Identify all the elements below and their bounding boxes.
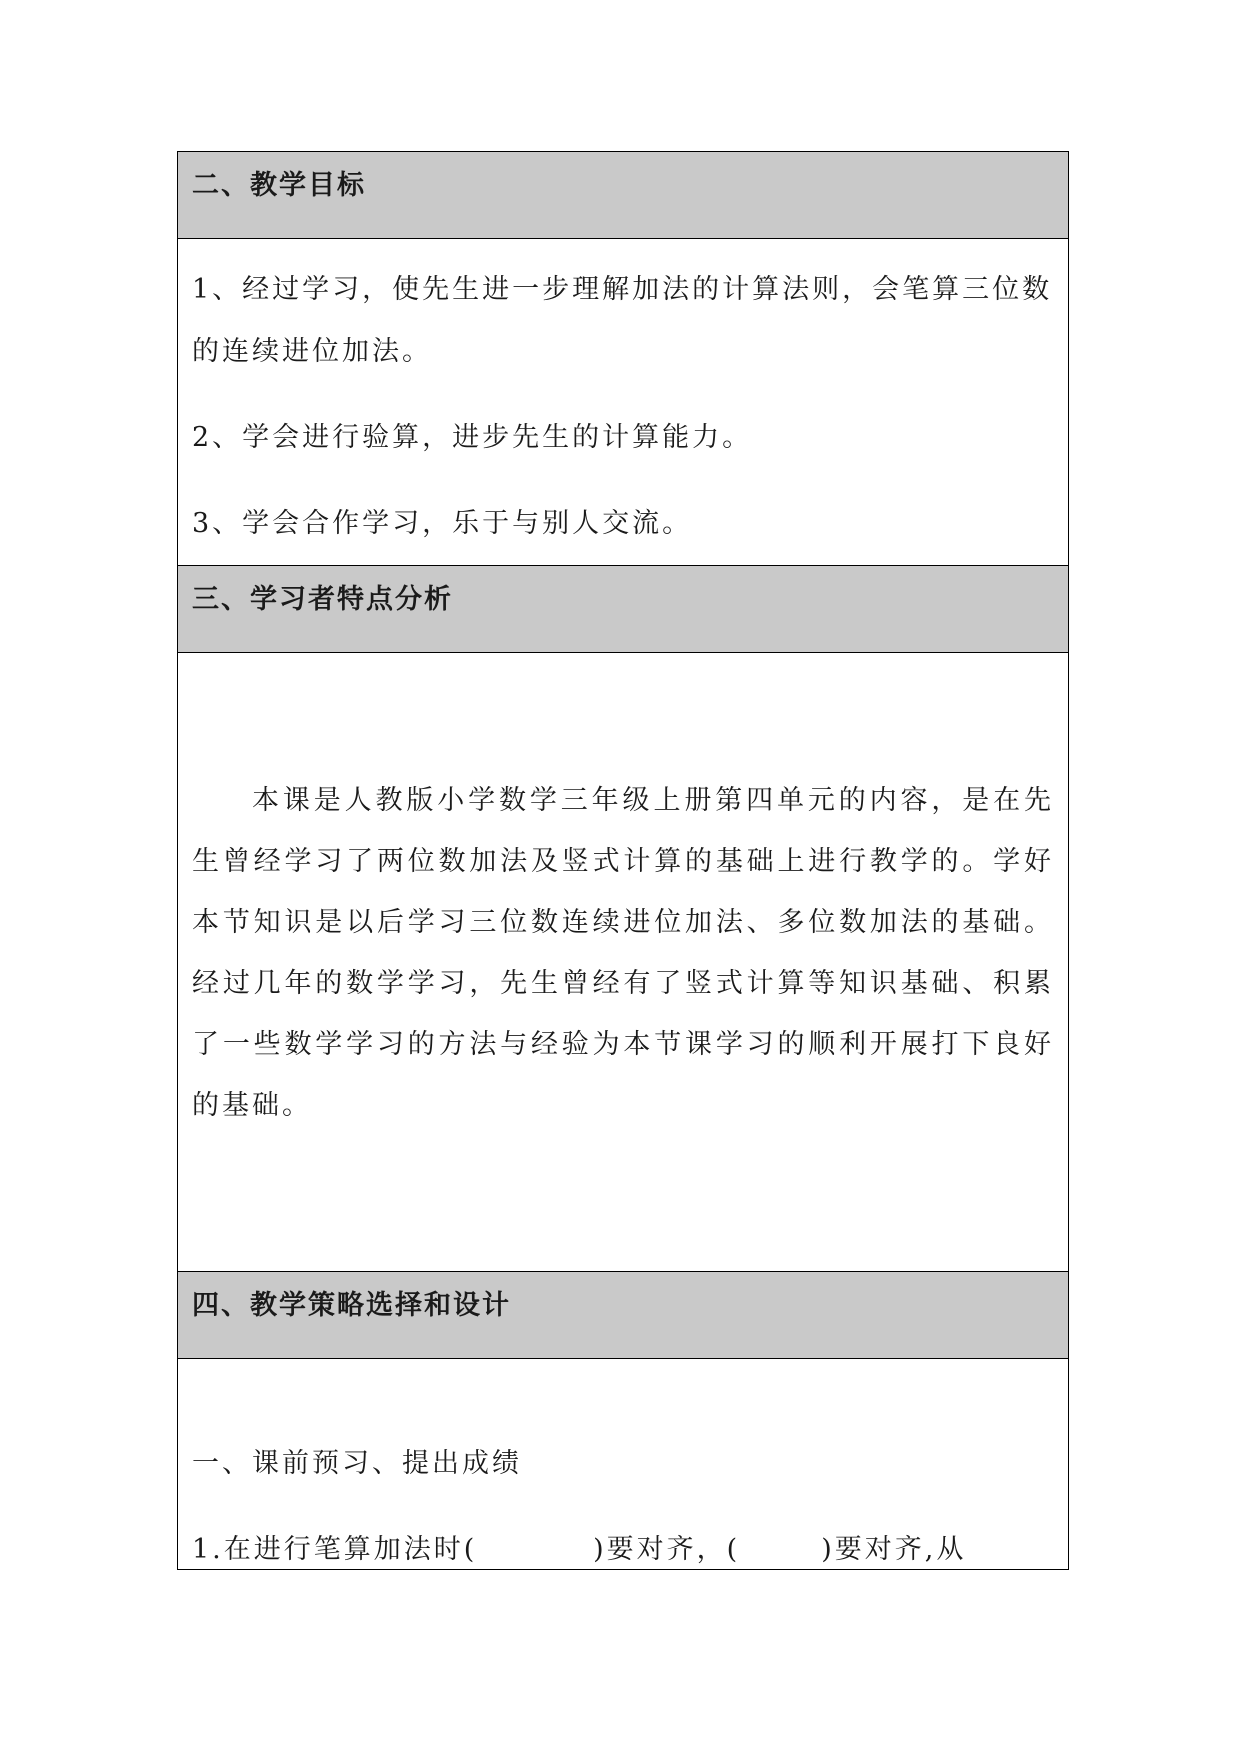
section-title: 三、学习者特点分析 <box>192 584 453 615</box>
section-title: 二、教学目标 <box>192 170 366 201</box>
strategy-subheading: 一、课前预习、提出成绩 <box>192 1448 522 1479</box>
document-table <box>177 151 1069 1570</box>
goal-item-3: 3、学会合作学习，乐于与别人交流。 <box>192 508 693 539</box>
section-header-analysis <box>178 566 1068 653</box>
strategy-content <box>178 1359 1068 1569</box>
section-header-goals <box>178 152 1068 239</box>
analysis-content <box>178 653 1068 1272</box>
section-header-strategy <box>178 1272 1068 1359</box>
question-1: 1.在进行笔算加法时( )要对齐，( )要对齐,从 <box>192 1534 967 1565</box>
section-title: 四、教学策略选择和设计 <box>192 1290 511 1321</box>
goal-item-2: 2、学会进行验算，进步先生的计算能力。 <box>192 422 753 453</box>
goals-content <box>178 239 1068 566</box>
analysis-paragraph: 本课是人教版小学数学三年级上册第四单元的内容，是在先生曾经学习了两位数加法及竖式计算的基础上进行教学的。学好本节知识是以后学习三位数连续进位加法、多位数加法的基础。经过几年的数学学习，先生曾经有了竖式计算等知识基础、积累了一些数学学习的方法与经验为本节课学习的顺利开展打下良好的基础。 <box>192 785 1054 1121</box>
goal-item-1: 1、经过学习，使先生进一步理解加法的计算法则，会笔算三位数的连续进位加法。 <box>192 274 1053 367</box>
